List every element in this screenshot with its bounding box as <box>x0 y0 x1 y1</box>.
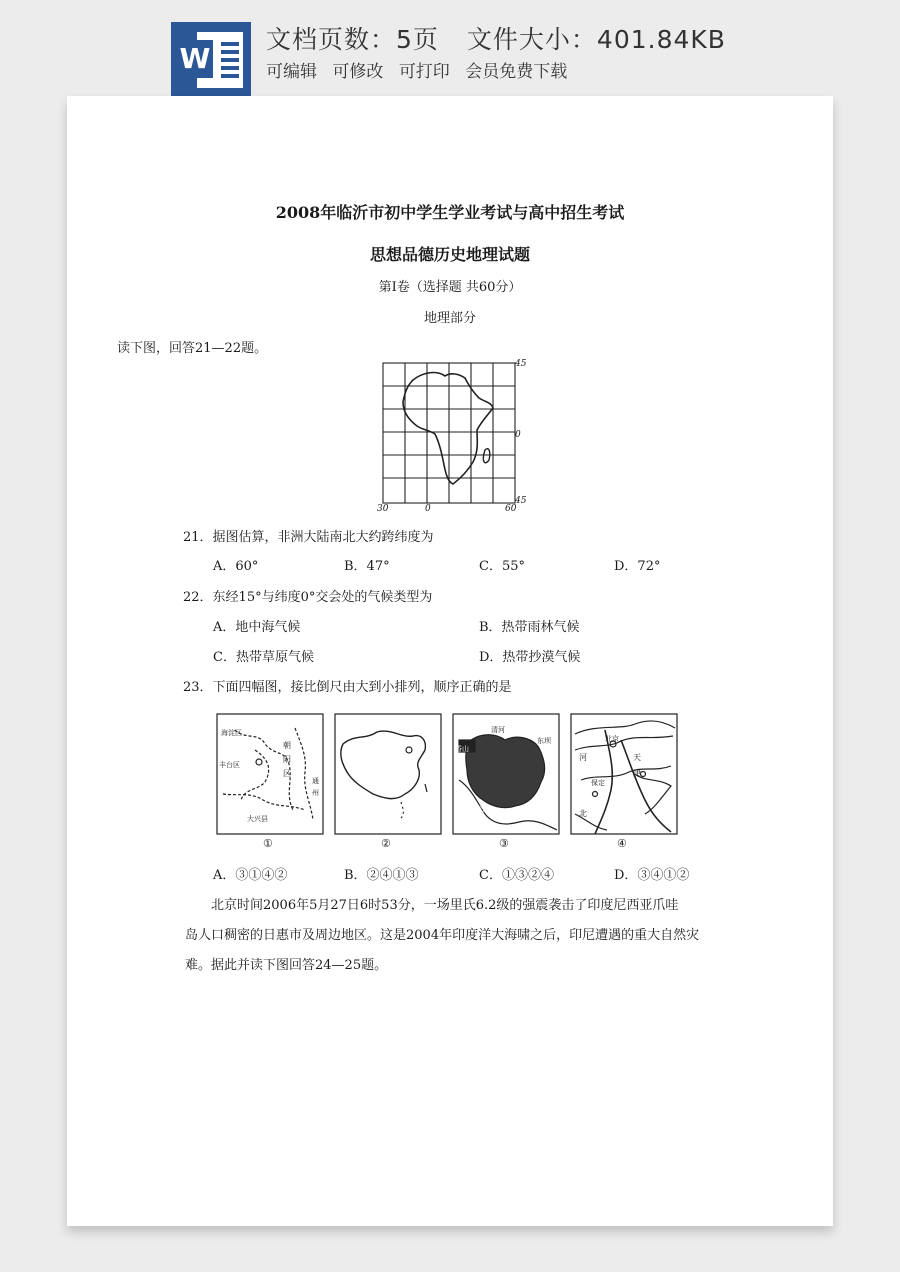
q22-option-b: B．热带雨林气候 <box>479 620 580 635</box>
four-scale-maps <box>215 710 695 850</box>
passage-line-2: 岛人口稠密的日惠市及周边地区。这是2004年印度洋大海啸之后，印尼遭遇的重大自然灾 <box>185 928 700 943</box>
file-size: 文件大小：401.84KB <box>466 25 726 54</box>
map1-label-fengtai: 丰台区 <box>219 761 240 769</box>
word-letter: W <box>177 40 213 78</box>
intro-text: 读下图，回答21—22题。 <box>117 341 268 356</box>
feature-editable: 可编辑 <box>266 62 317 82</box>
q21-option-c: C．55° <box>479 559 525 574</box>
question-23: 23．下面四幅图，接比倒尺由大到小排列，顺序正确的是 <box>183 680 512 695</box>
map3-label-dongba: 东坝 <box>537 737 551 745</box>
map4-label-tian: 天 <box>633 753 641 762</box>
map-number-1: ① <box>263 837 273 850</box>
q23-option-c: C．①③②④ <box>479 868 554 883</box>
feature-modifiable: 可修改 <box>332 62 384 82</box>
q22-option-c: C．热带草原气候 <box>213 650 314 665</box>
q21-option-a: A．60° <box>213 559 259 574</box>
exam-subtitle: 思想品德历史地理试题 <box>369 245 530 264</box>
q23-option-b: B．②④①③ <box>344 868 419 883</box>
file-info <box>266 20 726 56</box>
map4-label-jin: 津 <box>633 769 641 778</box>
page-count: 文档页数：5页 <box>266 25 439 54</box>
map-number-4: ④ <box>617 837 627 850</box>
map3-label-xiangshan: 香山 <box>455 745 469 753</box>
madagascar-outline <box>483 449 489 463</box>
part-heading: 地理部分 <box>423 311 476 326</box>
lon-label-zero: 0 <box>425 504 431 514</box>
feature-free-download: 会员免费下载 <box>465 62 568 82</box>
lon-label-west: 30 <box>377 504 389 514</box>
q23-option-d: D．③④①② <box>614 868 690 883</box>
lat-label-equator: 0 <box>515 430 521 440</box>
exam-title: 2008年临沂市初中学生学业考试与高中招生考试 <box>275 203 625 222</box>
feature-list <box>266 57 577 82</box>
map1-label-zhou: 州 <box>312 789 319 797</box>
word-document-icon <box>171 22 251 96</box>
feature-printable: 可打印 <box>398 62 450 82</box>
map1-label-tong: 通 <box>312 777 319 785</box>
q21-option-d: D．72° <box>614 559 661 574</box>
map1-label-qu: 区 <box>283 769 291 778</box>
lat-label-south: 45 <box>515 496 527 506</box>
map1-label-chao: 朝 <box>283 741 291 750</box>
passage-line-1: 北京时间2006年5月27日6时53分，一场里氏6.2级的强震袭击了印度尼西亚爪哇 <box>211 898 679 913</box>
map3-label-fengtai: 丰台区 <box>471 805 492 813</box>
map-number-2: ② <box>381 837 391 850</box>
q22-option-d: D．热带抄漠气候 <box>479 650 581 665</box>
africa-grid-map <box>373 358 533 518</box>
map3-label-qinghe: 清河 <box>491 726 505 734</box>
section-heading: 第Ⅰ卷（选择题 共60分） <box>378 280 522 295</box>
africa-outline <box>403 373 493 484</box>
q22-option-a: A．地中海气候 <box>213 620 301 635</box>
map1-label-daxing: 大兴县 <box>247 815 268 823</box>
map1-label-haidian: 海淀区 <box>221 729 242 737</box>
q21-option-b: B．47° <box>344 559 390 574</box>
map4-label-baoding: 保定 <box>591 779 605 787</box>
question-22: 22．东经15°与纬度0°交会处的气候类型为 <box>183 590 433 605</box>
lat-label-north: 45 <box>515 359 527 369</box>
map4-label-he: 河 <box>579 753 587 762</box>
lon-label-east: 60 <box>505 504 517 514</box>
q23-option-a: A．③①④② <box>213 868 288 883</box>
map1-label-yang: 阳 <box>283 755 291 764</box>
map-number-3: ③ <box>499 837 509 850</box>
passage-line-3: 难。据此并读下图回答24—25题。 <box>185 958 388 973</box>
question-21: 21．据图估算，非洲大陆南北大约跨纬度为 <box>183 530 434 545</box>
map4-label-bei: 北 <box>579 809 587 818</box>
download-banner <box>0 0 900 96</box>
document-page <box>67 96 833 1226</box>
passage <box>185 891 745 981</box>
map4-label-beijing: 北京 <box>605 735 619 743</box>
